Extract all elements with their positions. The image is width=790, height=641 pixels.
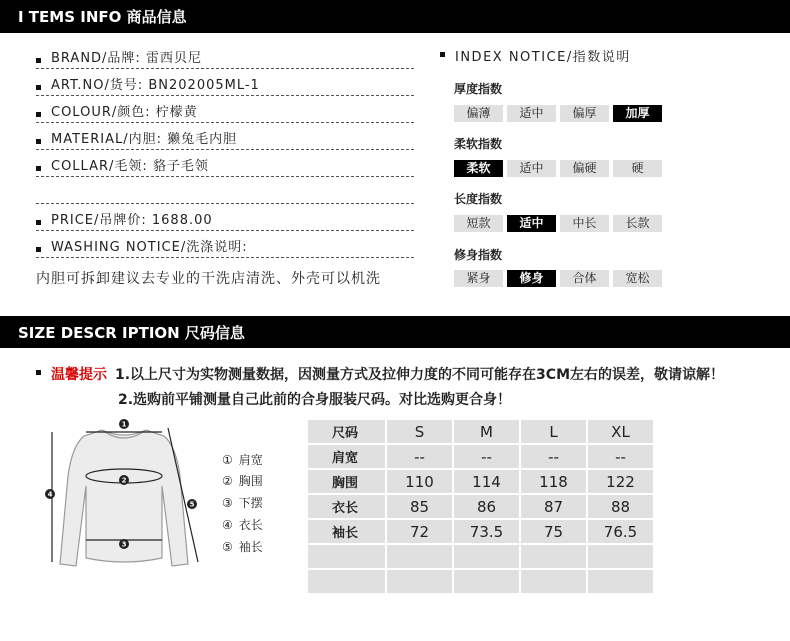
- softness-index-row: [454, 160, 662, 177]
- table-cell: [454, 545, 519, 568]
- table-cell: 胸围: [308, 470, 385, 493]
- length-option: 长款: [613, 215, 662, 232]
- table-cell: [308, 570, 385, 593]
- table-cell: 衣长: [308, 495, 385, 518]
- tip-label: 温馨提示: [51, 367, 107, 383]
- fit-option: 合体: [560, 270, 609, 287]
- thickness-option: 适中: [507, 105, 556, 122]
- table-cell: 73.5: [454, 520, 519, 543]
- art-no-text: ART.NO/货号: BN202005ML-1: [51, 78, 260, 93]
- table-cell: 88: [588, 495, 653, 518]
- table-row: [308, 495, 653, 518]
- table-cell: [588, 570, 653, 593]
- art-no-line: [36, 69, 414, 96]
- legend-hem: [222, 494, 263, 511]
- collar-text: COLLAR/毛领: 貉子毛领: [51, 159, 209, 174]
- table-row: [308, 545, 653, 568]
- table-cell: --: [521, 445, 586, 468]
- material-line: [36, 123, 414, 150]
- collar-line: [36, 150, 414, 177]
- tip-line-1: [36, 364, 724, 384]
- softness-option: 偏硬: [560, 160, 609, 177]
- softness-index-label: 柔软指数: [454, 137, 503, 151]
- table-header-cell: L: [521, 420, 586, 443]
- legend-number: ④: [222, 517, 233, 532]
- bullet-icon: [36, 139, 41, 144]
- table-cell: 86: [454, 495, 519, 518]
- legend-length: [222, 516, 263, 533]
- blank-line: [36, 177, 414, 204]
- legend-number: ③: [222, 495, 233, 510]
- length-option: 中长: [560, 215, 609, 232]
- legend-label: 衣长: [238, 518, 263, 532]
- table-row: [308, 520, 653, 543]
- table-cell: 110: [387, 470, 452, 493]
- bullet-icon: [36, 247, 41, 252]
- index-notice-title: [440, 46, 631, 65]
- material-text: MATERIAL/内胆: 獭兔毛内胆: [51, 132, 238, 147]
- legend-number: ⑤: [222, 539, 233, 554]
- fit-option: 宽松: [613, 270, 662, 287]
- table-cell: --: [454, 445, 519, 468]
- table-cell: 肩宽: [308, 445, 385, 468]
- price-line: [36, 204, 414, 231]
- index-notice-title-text: INDEX NOTICE/指数说明: [455, 50, 631, 65]
- colour-line: [36, 96, 414, 123]
- bullet-icon: [36, 112, 41, 117]
- table-cell: 118: [521, 470, 586, 493]
- brand-text: BRAND/品牌: 雷西贝尼: [51, 51, 202, 66]
- table-row: [308, 470, 653, 493]
- length-index-row: [454, 215, 662, 232]
- table-header-row: [308, 420, 653, 443]
- mark-5: 5: [189, 500, 195, 509]
- table-cell: --: [387, 445, 452, 468]
- legend-label: 袖长: [238, 540, 263, 554]
- thickness-option-selected: 加厚: [613, 105, 662, 122]
- legend-chest: [222, 472, 263, 489]
- table-cell: 85: [387, 495, 452, 518]
- table-cell: [588, 545, 653, 568]
- length-option-selected: 适中: [507, 215, 556, 232]
- fit-option-selected: 修身: [507, 270, 556, 287]
- fit-index-label: 修身指数: [454, 248, 503, 262]
- bullet-icon: [36, 166, 41, 171]
- brand-line: [36, 42, 414, 69]
- table-header-cell: XL: [588, 420, 653, 443]
- table-header-cell: M: [454, 420, 519, 443]
- fit-index-row: [454, 270, 662, 287]
- table-cell: 114: [454, 470, 519, 493]
- mark-1: 1: [121, 420, 127, 429]
- table-row: [308, 570, 653, 593]
- mark-3: 3: [121, 540, 127, 549]
- bullet-icon: [36, 85, 41, 90]
- softness-option: 适中: [507, 160, 556, 177]
- softness-option: 硬: [613, 160, 662, 177]
- washing-instructions: 内胆可拆卸建议去专业的干洗店清洗、外壳可以机洗: [36, 271, 381, 287]
- legend-sleeve: [222, 538, 263, 555]
- table-header-cell: 尺码: [308, 420, 385, 443]
- table-cell: [521, 570, 586, 593]
- thickness-option: 偏薄: [454, 105, 503, 122]
- thickness-index-label: 厚度指数: [454, 82, 503, 96]
- table-cell: 76.5: [588, 520, 653, 543]
- size-table: [306, 418, 655, 595]
- thickness-index-row: [454, 105, 662, 122]
- thickness-option: 偏厚: [560, 105, 609, 122]
- size-description-header: SIZE DESCR IPTION 尺码信息: [0, 316, 790, 348]
- legend-label: 胸围: [238, 474, 263, 488]
- length-option: 短款: [454, 215, 503, 232]
- legend-label: 肩宽: [238, 453, 263, 467]
- table-row: [308, 445, 653, 468]
- garment-measurement-diagram: [40, 416, 215, 586]
- table-cell: [308, 545, 385, 568]
- table-cell: [387, 570, 452, 593]
- washing-notice-line: [36, 231, 414, 258]
- fit-option: 紧身: [454, 270, 503, 287]
- legend-shoulder: [222, 451, 263, 468]
- length-index-label: 长度指数: [454, 192, 503, 206]
- table-header-cell: S: [387, 420, 452, 443]
- bullet-icon: [440, 52, 445, 57]
- table-cell: 122: [588, 470, 653, 493]
- table-cell: 袖长: [308, 520, 385, 543]
- legend-number: ①: [222, 452, 233, 467]
- table-cell: [521, 545, 586, 568]
- colour-text: COLOUR/颜色: 柠檬黄: [51, 105, 198, 120]
- table-cell: 75: [521, 520, 586, 543]
- tip-line-2: 2.选购前平铺测量自己此前的合身服装尺码。对比选购更合身！: [118, 392, 512, 408]
- tip-text-1: 1.以上尺寸为实物测量数据，因测量方式及拉伸力度的不同可能存在3CM左右的误差，敬请谅解！: [115, 367, 725, 383]
- price-text: PRICE/吊牌价: 1688.00: [51, 213, 213, 228]
- mark-4: 4: [47, 490, 53, 499]
- table-cell: 87: [521, 495, 586, 518]
- bullet-icon: [36, 58, 41, 63]
- softness-option-selected: 柔软: [454, 160, 503, 177]
- legend-label: 下摆: [238, 496, 263, 510]
- table-cell: [387, 545, 452, 568]
- table-cell: [454, 570, 519, 593]
- mark-2: 2: [121, 476, 127, 485]
- table-cell: --: [588, 445, 653, 468]
- bullet-icon: [36, 370, 41, 375]
- bullet-icon: [36, 220, 41, 225]
- washing-notice-text: WASHING NOTICE/洗涤说明:: [51, 240, 248, 255]
- items-info-header: I TEMS INFO 商品信息: [0, 0, 790, 33]
- legend-number: ②: [222, 473, 233, 488]
- table-cell: 72: [387, 520, 452, 543]
